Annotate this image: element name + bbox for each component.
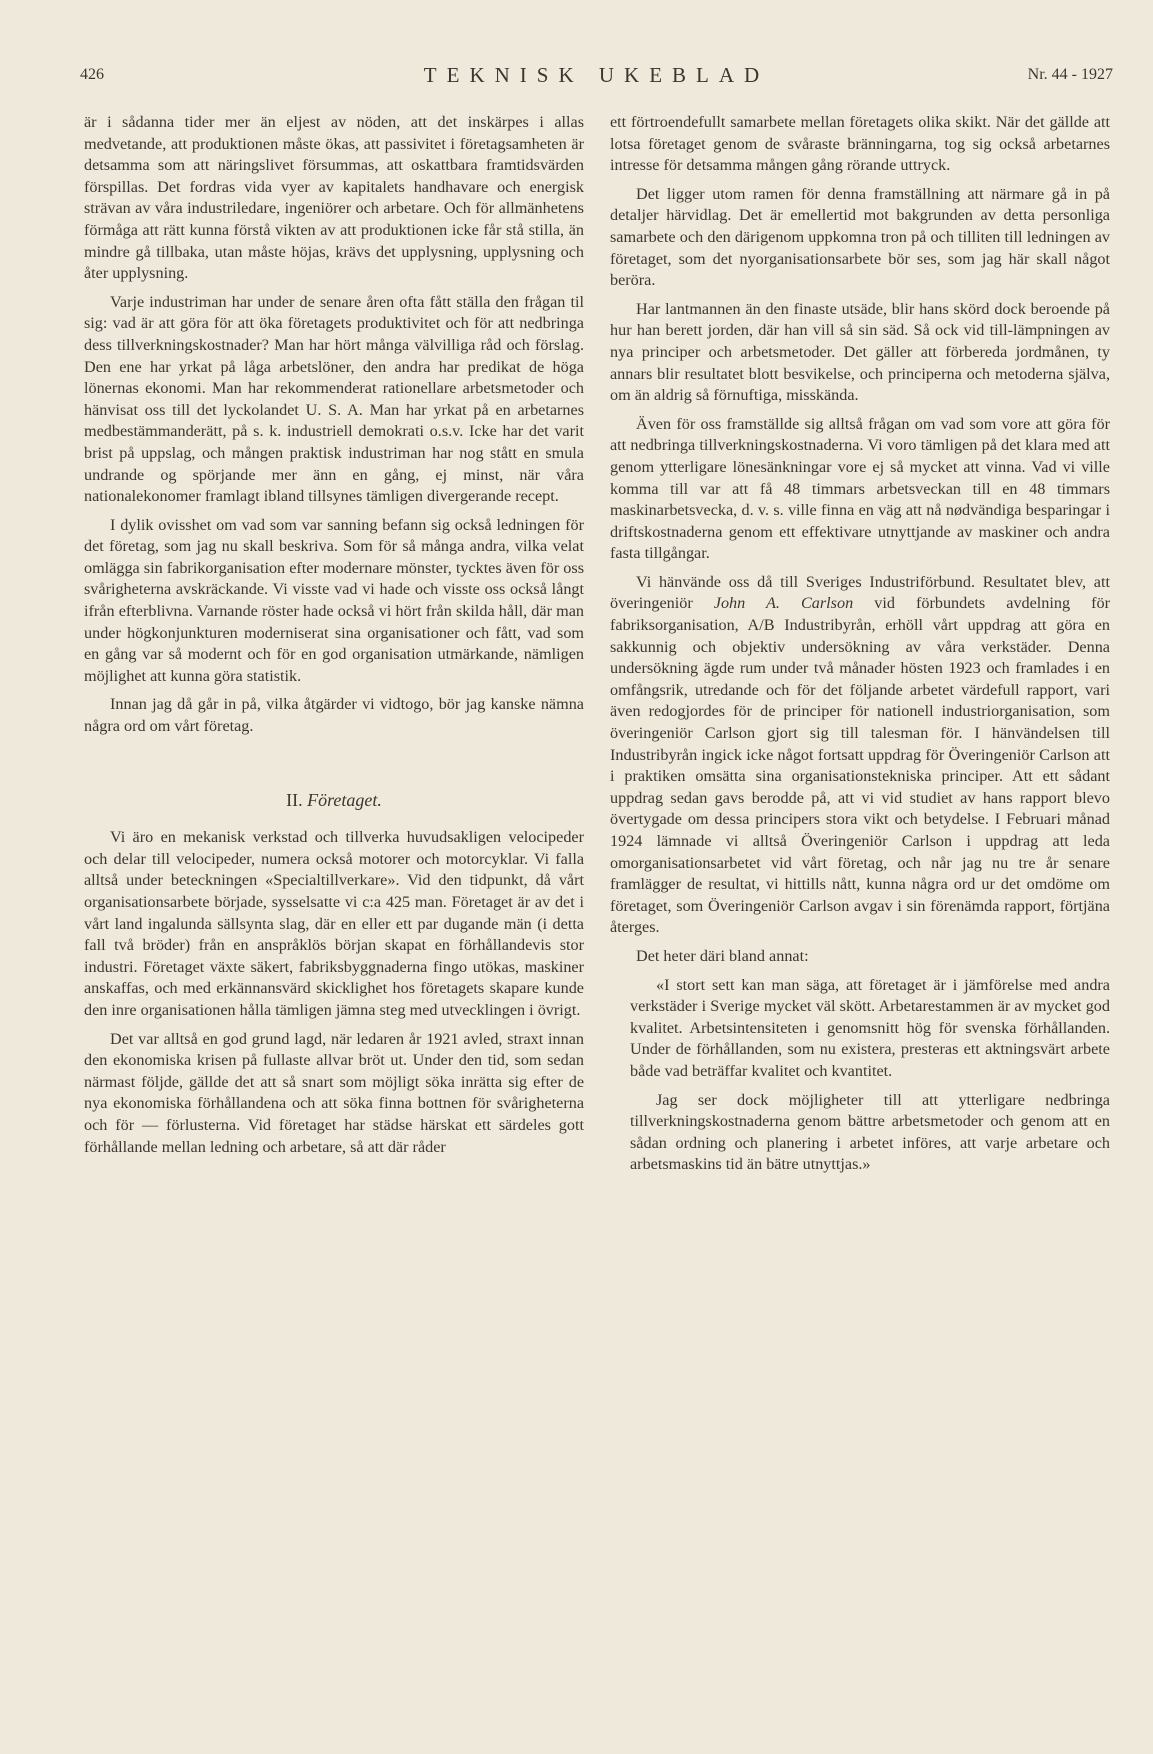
paragraph-text: vid förbundets avdelning för fabriksorganisation, A/B Industribyrån, erhöll vårt uppdrag att göra en sakkunnig och objektiv undersökning av våra verkstäder. Denna undersökning ägde rum under två månader hösten 1923 och framlades i en omfångsrik, utredande och för det följande arbetet värdefull rapport, vari även redogjordes för de principer för nationell industriorganisation, som överingeniör Carlson gjort sig till talesman för. I hänvändelsen till Industribyrån ingick icke något fortsatt uppdrag för Överingeniör Carlson att i praktiken omsätta sina organisationstekniska principer. Att ett sådant uppdrag sedan gavs berodde på, att vi vid studiet av hans rapport blevo övertygade om dessa principers stora vikt och betydelse. I Februari månad 1924 lämnade vi alltså Överingeniör Carlson i uppdrag att leda omorganisationsarbetet vid vårt företag, och når jag nu tre år senare framlägger de resultat, vi hittills nått, kunna några ord ur det omdöme om företaget, som Överingeniör Carlson avgav i sin förenämda rapport, förtjäna återges. <box>610 594 1111 937</box>
page-number: 426 <box>80 66 104 83</box>
paragraph: Har lantmannen än den finaste utsäde, blir hans skörd dock beroende på hur han berett jorden, där han vill så sin säd. Så ock vid till-lämpningen av nya principer och arbetsmetoder. Det gäller att förbereda jordmånen, ty annars blir resultatet blott besvikelse, och principerna och metoderna själva, om än aldrig så förnuftiga, misskända. <box>610 299 1110 405</box>
left-column <box>84 112 584 1165</box>
person-name: John A. Carlson <box>713 594 854 613</box>
journal-title: TEKNISK UKEBLAD <box>423 63 770 87</box>
paragraph: Det heter däri bland annat: <box>636 946 809 965</box>
paragraph <box>610 572 1110 939</box>
paragraph: Innan jag då går in på, vilka åtgärder vi vidtogo, bör jag kanske nämna några ord om vårt företag. <box>84 695 584 736</box>
section-number: II. <box>286 789 303 810</box>
issue-number: Nr. 44 - 1927 <box>1027 66 1113 83</box>
paragraph: ett förtroendefullt samarbete mellan företagets olika skikt. När det gällde att lotsa företaget genom de svåraste bränningarna, tog sig också arbetarnes intresse för detsamma mången gång rörande uttryck. <box>610 113 1110 175</box>
paragraph-text: Vi hänvände oss då till Sveriges Industriförbund. Resultatet blev, att överingeniör <box>610 572 1110 613</box>
quote-paragraph: «I stort sett kan man säga, att företaget är i jämförelse med andra verkstäder i Sverige mycket väl skött. Arbetarestammen är av mycket god kvalitet. Arbetsintensiteten i genomsnitt hög för svenska förhållanden. Under de förhållanden, som nu existera, presteras ett aktningsvärt arbete både vad beträffar kvalitet och kvantitet. <box>630 975 1110 1080</box>
paragraph: I dylik ovisshet om vad som var sanning befann sig också ledningen för det företag, som jag nu skall beskriva. Som för så många andra, vilka velat omlägga sin fabrikorganisation efter modernare mönster, tycktes även för oss svårigheterna avskräckande. Vi visste vad vi hade och visste oss också långt ifrån efterblivna. Varnande röster hade också vi hört från skilda håll, där man under högkonjunkturen moderniserat sina organisationer och fått, vad som en gång var så modernt och för en god organisation utmärkande, nämligen möjlighet att kunna göra statistik. <box>84 515 584 685</box>
paragraph: Även för oss framställde sig alltså frågan om vad som vore att göra för att nedbringa tillverkningskostnaderna. Vi voro tämligen på det klara med att genom ytterligare lönesänkningar vore ej så mycket att vinna. Vad vi ville komma till var att få 48 timmars arbetsveckan till en 48 timmars maskinarbetsvecka, d. v. s. ville finna en väg att nå nødvändiga besparingar i driftskostnaderna genom ett effektivare utnyttjande av maskiner och andra fasta tillgångar. <box>610 414 1110 563</box>
paragraph: är i sådanna tider mer än eljest av nöden, att det inskärpes i allas medvetande, att produktionen måste ökas, att passivitet i företagsamheten är detsamma som att näringslivet försummas, att oskattbara framtidsvärden förspillas. Det fordras vida vyer av kapitalets handhavare och energisk strävan av våra industriledare, ingeniörer och arbetare. Och för allmänhetens förmåga att rätt kunna förstå vikten av att produktionen icke får stå stilla, än mindre gå tillbaka, utan måste höjas, krävs det upplysning, upplysning och åter upplysning. <box>84 113 584 283</box>
paragraph: Det ligger utom ramen för denna framställning att närmare gå in på detaljer härvidlag. Det är emellertid mot bakgrunden av detta personliga samarbete och den därigenom uppkomna tron på och tilliten till ledningen av företaget, som det nyorganisationsarbete bör ses, som jag här skall något beröra. <box>610 184 1110 290</box>
section-heading <box>84 790 584 812</box>
right-column <box>610 112 1110 1183</box>
paragraph: Vi äro en mekanisk verkstad och tillverka huvudsakligen velocipeder och delar till velocipeder, numera också motorer och motorcyklar. Vi falla alltså under beteckningen «Specialtillverkare». Vid den tidpunkt, då vårt organisationsarbete började, sysselsatte vi c:a 425 man. Företaget är av det i vårt land ingalunda sällsynta slag, där en eller ett par dugande män (i detta fall två bröder) från en anspråklös början skapat en förhållandevis stor industri. Företaget växte säkert, fabriksbyggnaderna fingo utökas, maskiner anskaffas, och med erkännansvärd skicklighet hos företagets skapare kunde den inre organisationen hålla tämligen jämna steg med utvecklingen i övrigt. <box>84 828 584 1019</box>
page-header <box>80 63 1113 94</box>
paragraph: Varje industriman har under de senare åren ofta fått ställa den frågan til sig: vad är att göra för att öka företagets produktivitet och för att nedbringa dess tillverkningskostnader? Man har hört många välvilliga råd och förslag. Den ene har yrkat på låga arbetslöner, den andra har predikat de höga lönernas ekonomi. Man har rekommenderat rationellare arbetsmetoder och hänvisat oss till det lyckolandet U. S. A. Man har yrkat på en arbetarnes medbestämmanderätt, på s. k. industriell demokrati o.s.v. Icke har det varit brist på uppslag, och mången praktisk industriman har nog stått en smula undrande og spörjande mer änn en gång, ej minst, när våra nationalekonomer framlagt ibland tillsynes tämligen divergerande recept. <box>84 292 584 506</box>
paragraph: Det var alltså en god grund lagd, när ledaren år 1921 avled, straxt innan den ekonomiska krisen på fullaste allvar bröt ut. Under den tid, som sedan närmast följde, gällde det att så snart som möjligt söka inrätta sig efter de nya ekonomiska förhållandena och att söka finna bottnen för svårigheterna och för — förlusterna. Vid företaget har städse härskat ett särdeles gott förhållande mellan ledning och arbetare, så att där råder <box>84 1029 584 1156</box>
quote-paragraph: Jag ser dock möjligheter till att ytterligare nedbringa tillverkningskostnaderna genom bättre arbetsmetoder och genom att en sådan ordning och planering i arbetet införes, att varje arbetare och arbetsmaskins tid än bätre utnyttjas.» <box>630 1090 1110 1174</box>
section-title: Företaget. <box>307 789 382 810</box>
